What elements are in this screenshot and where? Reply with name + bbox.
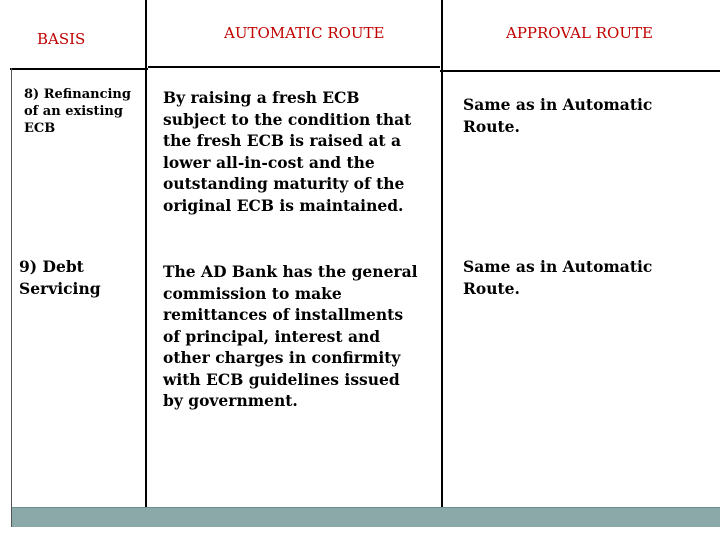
footer-bar-edge [12, 507, 720, 527]
header-underline-right [440, 70, 720, 72]
row-1-automatic: By raising a fresh ECB subject to the condition that the fresh ECB is raised at a lower all-in-cost and the outstanding maturity of the original ECB is maintained. [163, 88, 412, 215]
header-approval-route: APPROVAL ROUTE [506, 24, 653, 42]
column-divider-right [441, 0, 443, 527]
row-1-basis: 8) Refinancing of an existing ECB [24, 87, 131, 136]
header-automatic-route: AUTOMATIC ROUTE [224, 24, 385, 42]
column-divider-left [145, 0, 147, 527]
row-1-approval: Same as in Automatic Route. [463, 95, 653, 136]
footer-bar [12, 507, 720, 527]
row-2-automatic: The AD Bank has the general commission to make remittances of installments of principal, interest and other charges in confirmity with ECB guidelines issued by government. [163, 262, 418, 410]
header-basis: BASIS [37, 30, 86, 48]
row-2-approval: Same as in Automatic Route. [463, 257, 653, 298]
header-underline-middle [148, 66, 440, 68]
row-2-basis: 9) Debt Servicing [19, 257, 101, 298]
header-underline-left [10, 68, 148, 70]
table-border-left [11, 68, 12, 527]
